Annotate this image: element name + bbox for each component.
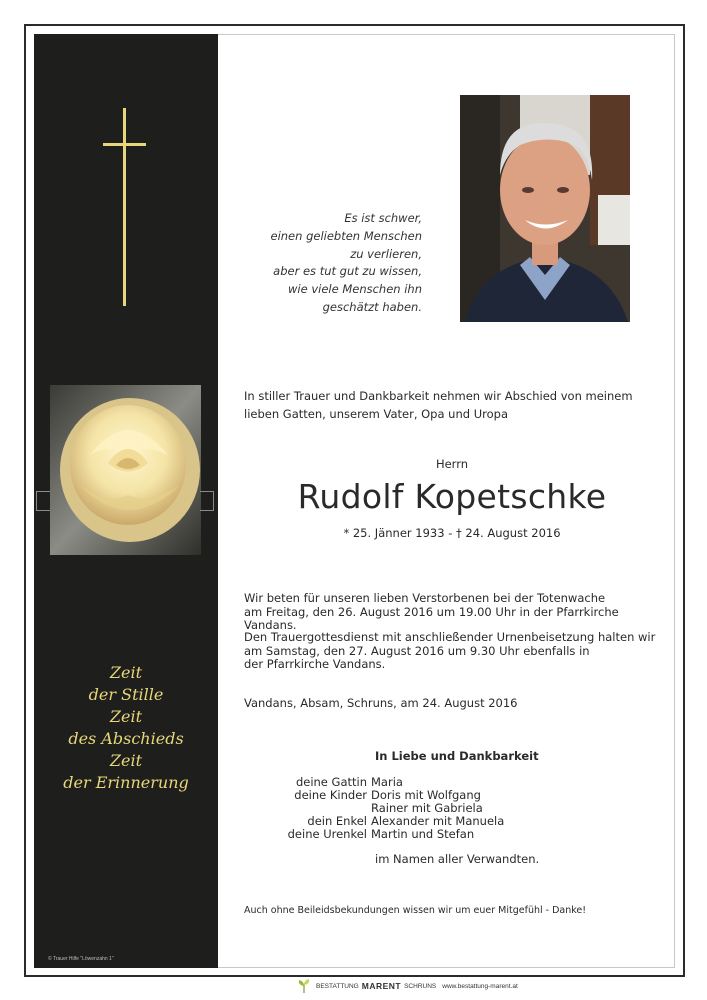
quote-line: einen geliebten Menschen: [270, 228, 422, 243]
mourner-names: Martin und Stefan: [371, 827, 475, 841]
mourner-row: [244, 828, 664, 841]
vigil-line: Wir beten für unseren lieben Verstorbenen bei der Totenwache: [244, 591, 606, 605]
footer-town: SCHRUNS: [404, 982, 437, 990]
funeral-line: am Samstag, den 27. August 2016 um 9.30 Uhr ebenfalls in: [244, 643, 590, 658]
quote-line: wie viele Menschen ihn: [287, 282, 422, 297]
intro-line: lieben Gatten, unserem Vater, Opa und Uropa: [244, 407, 508, 421]
portrait-photo: [460, 95, 630, 322]
poem-line: Zeit: [109, 663, 143, 682]
mourner-relation: deine Kinder: [294, 788, 367, 802]
intro-text: [244, 387, 644, 423]
quote-line: zu verlieren,: [350, 246, 422, 261]
poem-line: der Erinnerung: [63, 773, 189, 792]
salutation: Herrn: [435, 457, 469, 471]
quote-line: aber es tut gut zu wissen,: [273, 264, 422, 279]
vigil-line: am Freitag, den 26. August 2016 um 19.00 Uhr in der Pfarrkirche Vandans.: [244, 604, 619, 632]
crop-mark-left: [36, 491, 50, 511]
footer-url[interactable]: www.bestattung-marent.at: [442, 982, 518, 990]
copyright-note: © Trauer Hilfe "Löwenzahn 1": [48, 956, 114, 962]
quote-line: geschätzt haben.: [322, 299, 422, 314]
funeral-line: Den Trauergottesdienst mit anschließender Urnenbeisetzung halten wir: [244, 630, 656, 644]
mourner-relation: deine Gattin: [295, 775, 367, 789]
intro-line: In stiller Trauer und Dankbarkeit nehmen wir Abschied von meinem: [244, 389, 633, 403]
footer-brand: MARENT: [361, 981, 402, 991]
leaf-icon: [298, 979, 310, 993]
mourners-list: [244, 776, 664, 841]
poem-line: Zeit: [109, 707, 143, 726]
cross-icon: [123, 108, 126, 306]
mourner-relation: deine Urenkel: [287, 827, 367, 841]
cross-icon-bar: [103, 143, 146, 146]
funeral-line: der Pfarrkirche Vandans.: [244, 657, 386, 671]
all-relatives: im Namen aller Verwandten.: [375, 852, 540, 866]
mourner-names: Rainer mit Gabriela: [371, 801, 483, 815]
mourners-heading: In Liebe und Dankbarkeit: [375, 749, 539, 763]
quote-line: Es ist schwer,: [344, 211, 422, 225]
sidebar-poem: [36, 662, 216, 794]
mourner-relation: dein Enkel: [307, 814, 367, 828]
mourner-names: Maria: [371, 775, 403, 789]
closing-note: Auch ohne Beileidsbekundungen wissen wir um euer Mitgefühl - Danke!: [244, 905, 587, 916]
poem-line: des Abschieds: [68, 729, 184, 748]
footer-prefix: BESTATTUNG: [316, 982, 359, 990]
funeral-paragraph: [244, 631, 664, 672]
mourner-names: Alexander mit Manuela: [371, 814, 505, 828]
poem-line: der Stille: [88, 685, 164, 704]
crop-mark-right: [200, 491, 214, 511]
rose-image: [50, 385, 201, 555]
life-dates: * 25. Jänner 1933 - † 24. August 2016: [343, 526, 561, 540]
poem-line: Zeit: [109, 751, 143, 770]
place-date: Vandans, Absam, Schruns, am 24. August 2016: [244, 696, 518, 710]
deceased-name: Rudolf Kopetschke: [297, 477, 607, 516]
quote-block: [230, 210, 422, 317]
mourner-names: Doris mit Wolfgang: [371, 788, 481, 802]
footer: [298, 978, 598, 994]
vigil-paragraph: [244, 592, 664, 633]
